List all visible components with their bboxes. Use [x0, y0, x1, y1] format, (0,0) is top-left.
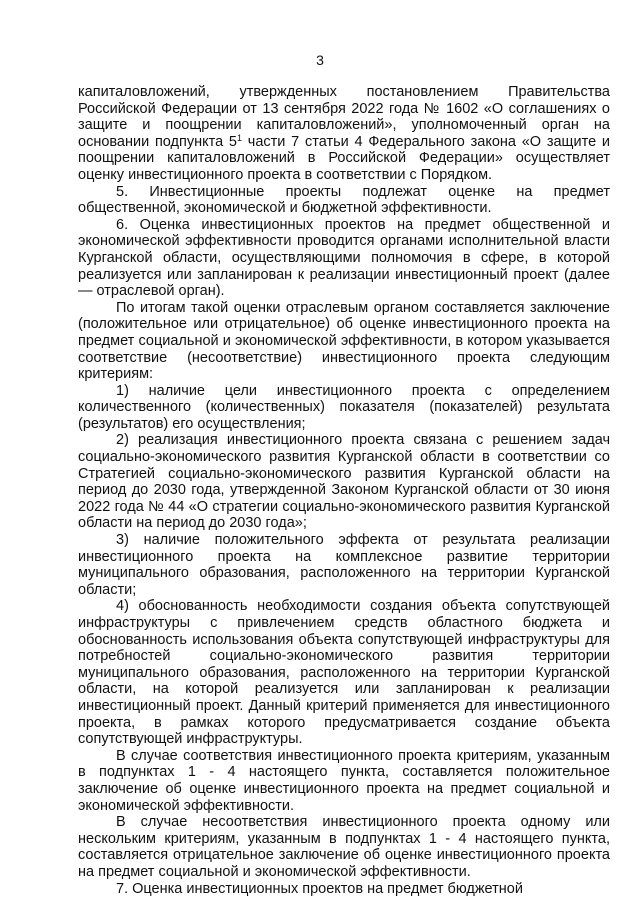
criterion-4: 4) обоснованность необходимости создания объекта сопутствующей инфраструктуры с привлечением средств областного бюджета и обоснованность использования объекта сопутствующей инфраструктуры для потребностей социально-экономического развития территории муниципального образования, расположенного на территории Курганской области, на которой реализуется или запланирован к реализации инвестиционный проект. Данный критерий применяется для инвестиционного проекта, в рамках которого предусматривается создание объекта сопутствующей инфраструктуры.	[78, 598, 610, 748]
paragraph-item-5: 5. Инвестиционные проекты подлежат оценке на предмет общественной, экономической и бюджетной эффективности.	[78, 183, 610, 217]
paragraph-text: капиталовложений, утвержденных постановлением Правительства Российской Федерации от 13 сентября 2022 года № 1602 «О соглашениях о защите и поощрении капиталовложений», уполномоченный орган на основании подпункта 5	[78, 84, 610, 150]
paragraph-capital-investments	[78, 84, 610, 184]
page-number: 3	[316, 52, 324, 68]
paragraph-item-6: 6. Оценка инвестиционных проектов на предмет общественной и экономической эффективности проводится органами исполнительной власти Курганской области, осуществляющими полномочия в сфере, в которой реализуется или запланирован к реализации инвестиционный проект (далее — отраслевой орган).	[78, 216, 610, 300]
criterion-1: 1) наличие цели инвестиционного проекта с определением количественного (количественных) показателя (показателей) результата (результатов) его осуществления;	[78, 382, 610, 432]
paragraph-negative-conclusion: В случае несоответствия инвестиционного проекта одному или нескольким критериям, указанным в подпунктах 1 - 4 настоящего пункта, составляется отрицательное заключение об оценке инвестиционного проекта на предмет социальной и экономической эффективности.	[78, 814, 610, 880]
criterion-3: 3) наличие положительного эффекта от результата реализации инвестиционного проекта на комплексное развитие территории муниципального образования, расположенного на территории Курганской области;	[78, 532, 610, 598]
criterion-2: 2) реализация инвестиционного проекта связана с решением задач социально-экономического развития Курганской области в соответствии со Стратегией социально-экономического развития Курганской области на период до 2030 года, утвержденной Законом Курганской области от 30 июня 2022 года № 44 «О стратегии социально-экономического развития Курганской области на период до 2030 года»;	[78, 432, 610, 532]
superscript-index: 1	[237, 132, 243, 143]
paragraph-item-7: 7. Оценка инвестиционных проектов на предмет бюджетной	[116, 880, 523, 897]
paragraph-positive-conclusion: В случае соответствия инвестиционного проекта критериям, указанным в подпунктах 1 - 4 настоящего пункта, составляется положительное заключение об оценке инвестиционного проекта на предмет социальной и экономической эффективности.	[78, 747, 610, 814]
paragraph-assessment-conclusion: По итогам такой оценки отраслевым органом составляется заключение (положительное или отрицательное) об оценке инвестиционного проекта на предмет социальной и экономической эффективности, в котором указывается соответствие (несоответствие) инвестиционного проекта следующим критериям:	[78, 299, 610, 383]
document-body	[78, 84, 610, 897]
paragraph-text: части 7 статьи 4 Федерального закона «О защите и поощрении капиталовложений в Российской Федерации» осуществляет оценку инвестиционного проекта в соответствии с Порядком.	[78, 133, 610, 183]
